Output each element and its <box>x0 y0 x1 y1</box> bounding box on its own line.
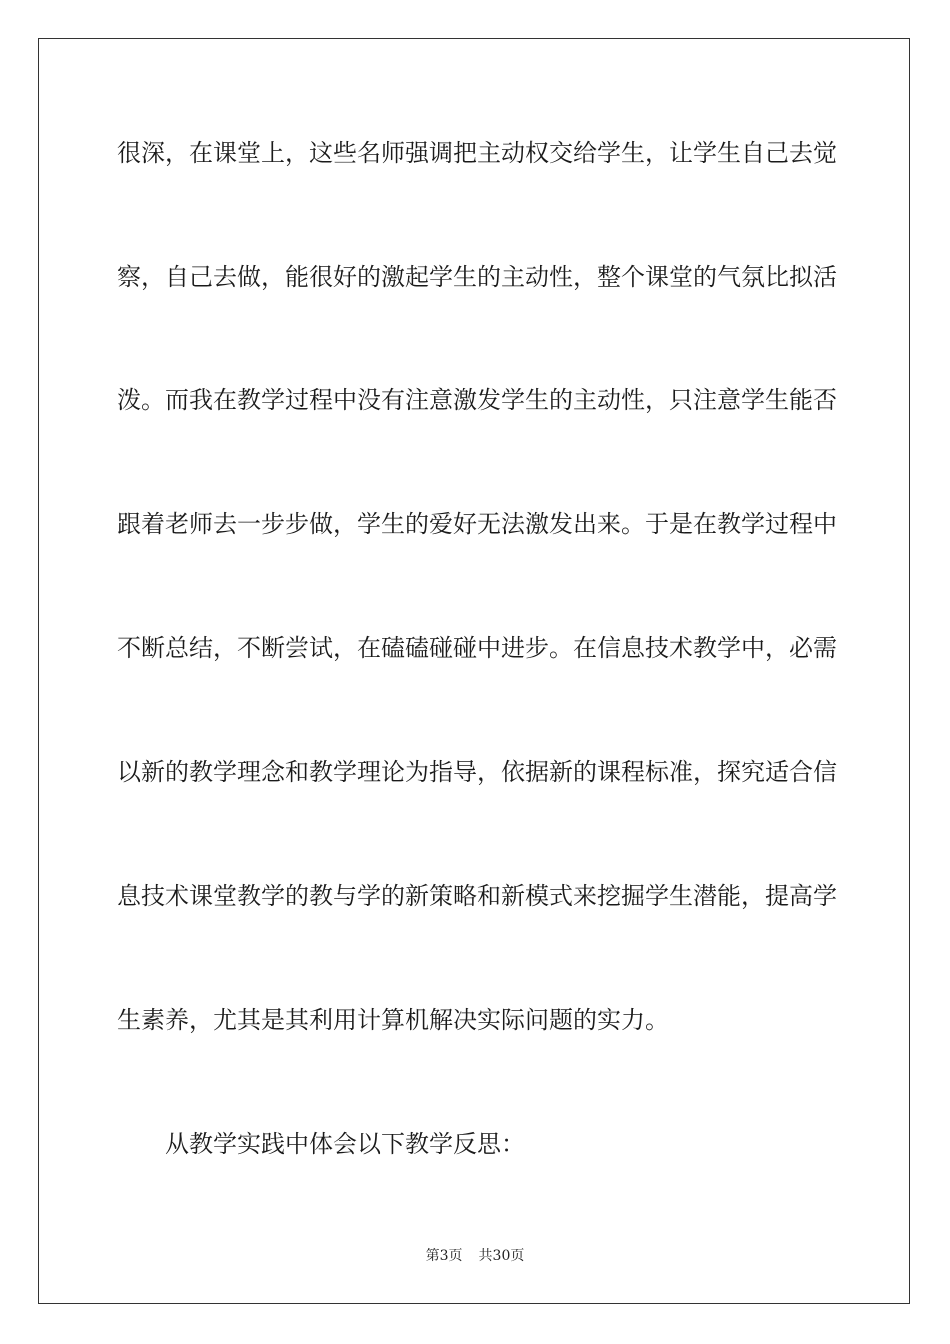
paragraph-line: 息技术课堂教学的教与学的新策略和新模式来挖掘学生潜能，提高学 <box>117 882 837 910</box>
page-number: 第3页 <box>425 1248 463 1264</box>
paragraph-line: 生素养，尤其是其利用计算机解决实际问题的实力。 <box>117 1006 669 1034</box>
paragraph-line: 察，自己去做，能很好的激起学生的主动性，整个课堂的气氛比拟活 <box>117 263 837 291</box>
page-footer <box>0 1247 950 1265</box>
paragraph-line: 跟着老师去一步步做，学生的爱好无法激发出来。于是在教学过程中 <box>117 510 837 538</box>
paragraph-heading: 从教学实践中体会以下教学反思： <box>165 1130 525 1158</box>
paragraph-line: 以新的教学理念和教学理论为指导，依据新的课程标准，探究适合信 <box>117 758 837 786</box>
paragraph-line: 泼。而我在教学过程中没有注意激发学生的主动性，只注意学生能否 <box>117 386 837 414</box>
page-total: 共30页 <box>478 1248 525 1264</box>
paragraph-line: 不断总结，不断尝试，在磕磕碰碰中进步。在信息技术教学中，必需 <box>117 634 837 662</box>
page-border <box>38 38 910 1304</box>
paragraph-line: 很深，在课堂上，这些名师强调把主动权交给学生，让学生自己去觉 <box>117 139 837 167</box>
